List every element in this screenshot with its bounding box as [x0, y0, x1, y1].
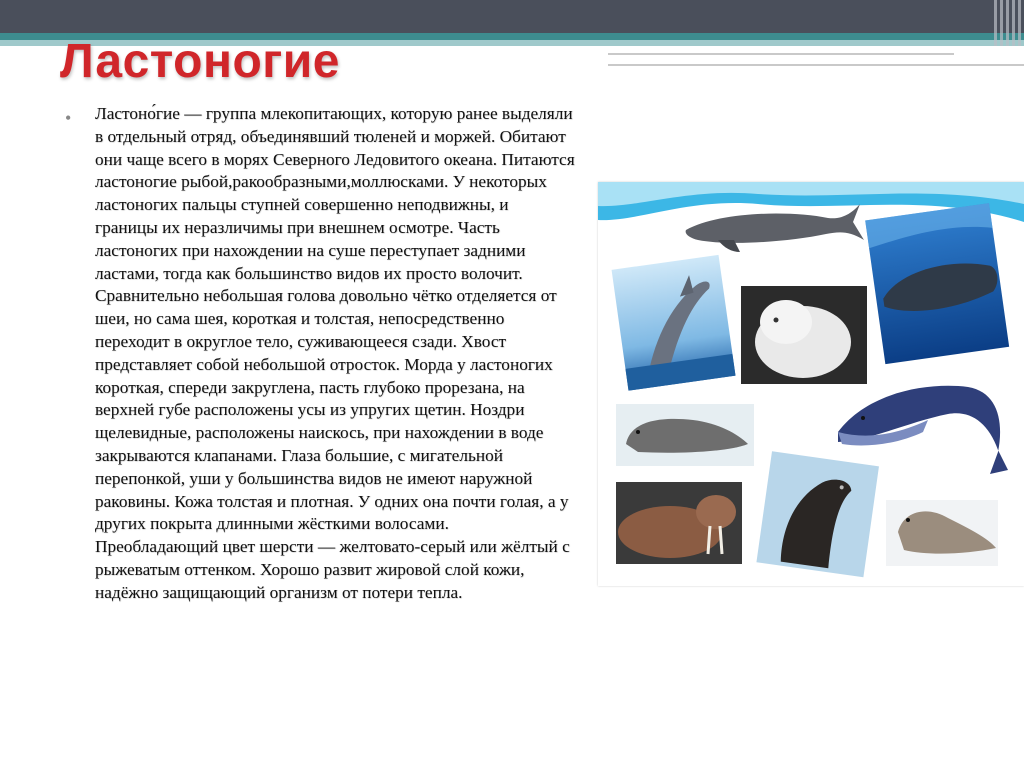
sperm-whale-image: [865, 203, 1009, 364]
slide-title: Ластоногие: [60, 35, 340, 88]
walrus-image: [616, 482, 742, 564]
fur-seal-image: [756, 451, 879, 577]
decor-line: [608, 53, 954, 55]
seal-image: [616, 404, 754, 466]
decor-vertical-stripes: [990, 0, 1024, 46]
gray-whale-image: [686, 204, 864, 252]
dolphin-image: [612, 255, 736, 391]
bullet-marker: •: [65, 108, 72, 128]
blue-whale-image: [838, 386, 1008, 474]
beluga-image: [741, 286, 867, 384]
marine-mammals-collage: [598, 182, 1024, 586]
spotted-seal-image: [886, 500, 998, 566]
slide-body-text: Ластоно́гие — группа млекопитающих, которую ранее выделяли в отдельный отряд, объединявший тюленей и моржей. Обитают они чаще всего в морях Северного Ледовитого океана. Питаются ластоногие рыбой,ракообразными,моллюсками. У некоторых ластоногих пальцы ступней совершенно неподвижны, и границы их неразличимы при внешнем осмотре. Часть ластоногих при нахождении на суше переступает задними ластами, тогда как большинство видов их просто волочит. Сравнительно небольшая голова довольно чётко отделяется от шеи, но сама шея, короткая и толстая, непосредственно переходит в округлое тело, суживающееся сзади. Хвост представляет собой небольшой отросток. Морда у ластоногих короткая, спереди закруглена, пасть глубоко прорезана, на верхней губе расположены усы из упругих щетин. Ноздри щелевидные, расположены наискось, при нахождении в воде закрываются клапанами. Глаза большие, с мигательной перепонкой, уши у большинства видов не имеют наружной раковины. Кожа толстая и плотная. У одних она почти голая, а у других покрыта длинными жёсткими волосами. Преобладающий цвет шерсти — желтовато-серый или жёлтый с рыжеватым оттенком. Хорошо развит жировой слой кожи, надёжно защищающий организм от потери тепла.: [95, 104, 575, 602]
header-bar: [0, 0, 1024, 33]
decor-line: [608, 64, 1024, 66]
